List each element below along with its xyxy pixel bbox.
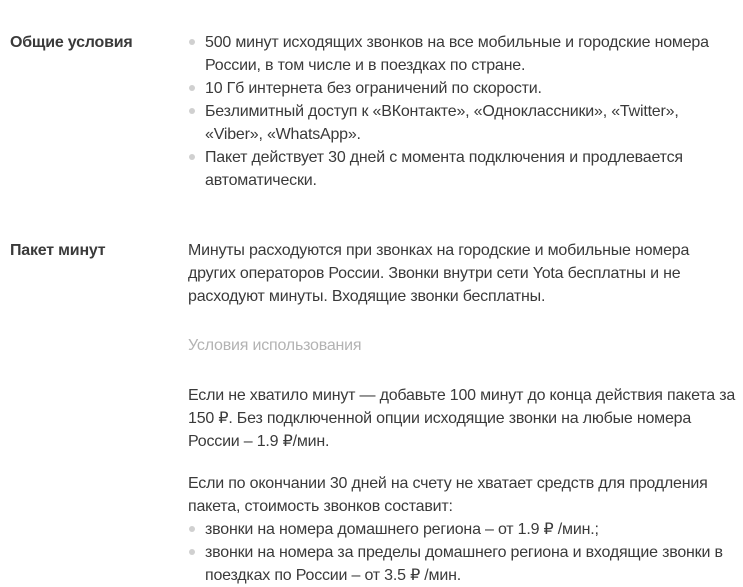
list-item (188, 541, 737, 587)
renewal-paragraph: Если по окончании 30 дней на счету не хватает средств для продления пакета, стоимость звонков составит: (188, 475, 708, 515)
general-conditions-bullet-list (188, 31, 737, 192)
list-item (188, 77, 737, 100)
bullet-marker (189, 108, 195, 114)
bullet-text: 10 Гб интернета без ограничений по скорости. (205, 80, 542, 97)
bullet-text: звонки на номера домашнего региона – от 1.9 ₽ /мин.; (205, 521, 599, 538)
list-item (188, 518, 737, 541)
bullet-text: Безлимитный доступ к «ВКонтакте», «Одноклассники», «Twitter», «Viber», «WhatsApp». (205, 103, 679, 143)
bullet-marker (189, 154, 195, 160)
minutes-package-body (188, 239, 737, 587)
section-general-conditions (10, 31, 737, 192)
call-rates-bullet-list (188, 518, 737, 587)
general-conditions-title: Общие условия (10, 34, 133, 51)
bullet-text: 500 минут исходящих звонков на все мобильные и городские номера России, в том числе и в поездках по стране. (205, 34, 709, 74)
list-item (188, 31, 737, 77)
bullet-marker (189, 526, 195, 532)
minutes-intro-paragraph: Минуты расходуются при звонках на городские и мобильные номера других операторов России. Звонки внутри сети Yota бесплатны и не расходуют минуты. Входящие звонки бесплатны. (188, 242, 690, 305)
add-minutes-paragraph: Если не хватило минут — добавьте 100 минут до конца действия пакета за 150 ₽. Без подключенной опции исходящие звонки на любые номера России – 1.9 ₽/мин. (188, 387, 736, 450)
list-item (188, 146, 737, 192)
bullet-text: Пакет действует 30 дней с момента подключения и продлевается автоматически. (205, 149, 683, 189)
minutes-package-title: Пакет минут (10, 242, 106, 259)
general-conditions-body (188, 31, 737, 192)
usage-terms-subheading: Условия использования (188, 337, 362, 354)
bullet-text: звонки на номера за пределы домашнего региона и входящие звонки в поездках по России – от 3.5 ₽ /мин. (205, 544, 723, 584)
bullet-marker (189, 549, 195, 555)
bullet-marker (189, 39, 195, 45)
list-item (188, 100, 737, 146)
section-minutes-package (10, 239, 737, 587)
bullet-marker (189, 85, 195, 91)
